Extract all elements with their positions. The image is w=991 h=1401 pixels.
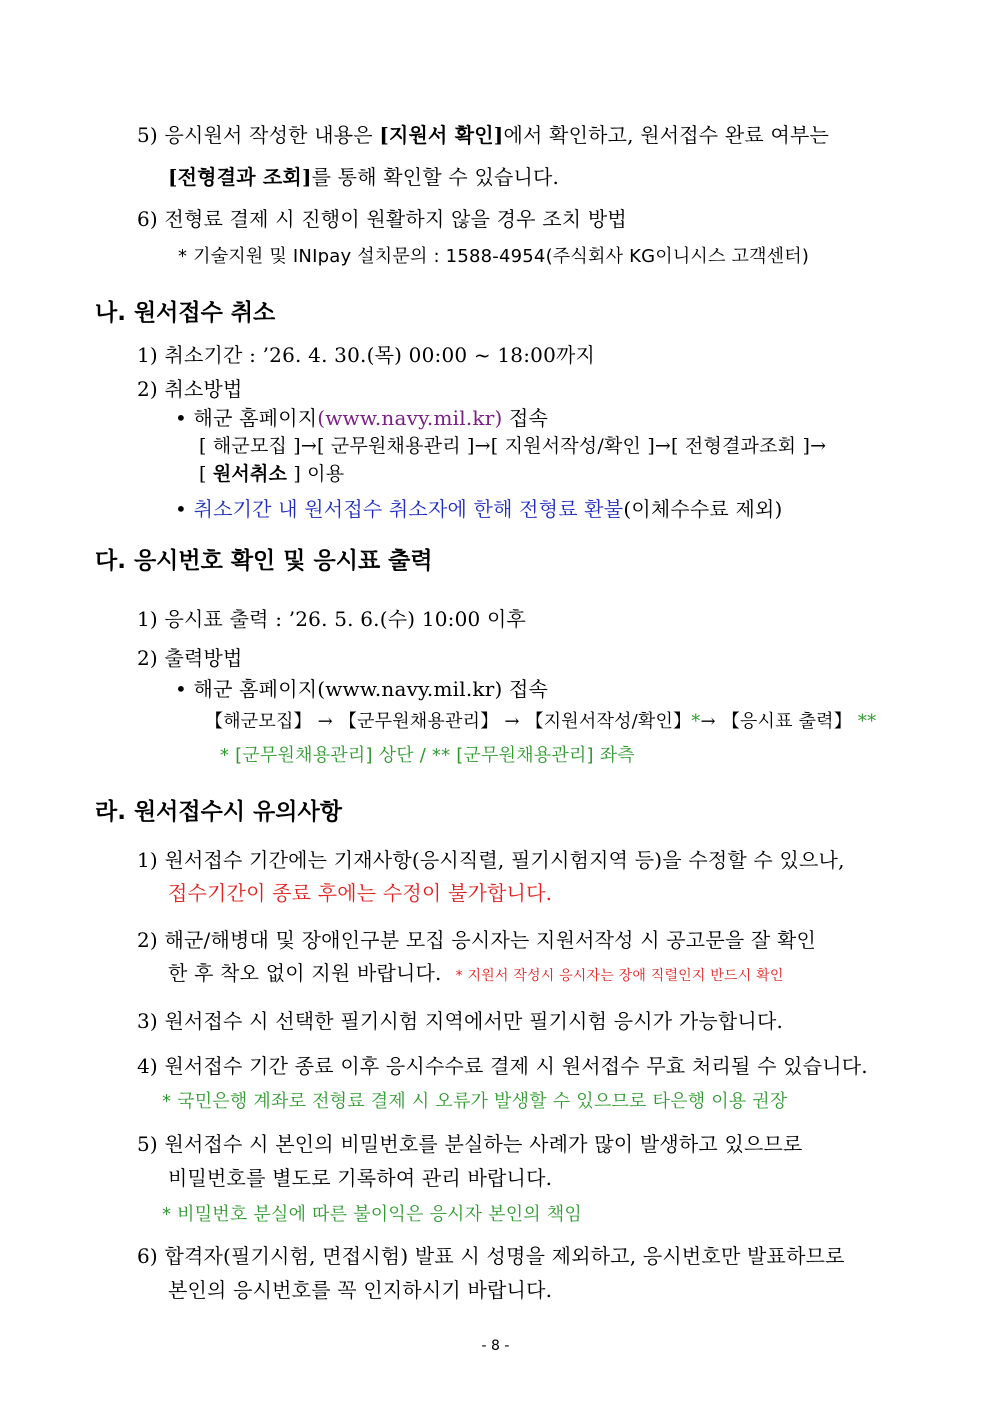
- ra-item2-note: * 지원서 작성시 응시자는 장애 직렬인지 반드시 확인: [455, 968, 784, 984]
- ga-item5-text-c: 를 통해 확인할 수 있습니다.: [311, 165, 560, 189]
- ra-item5-note: * 비밀번호 분실에 따른 불이익은 응시자 본인의 책임: [162, 1204, 582, 1225]
- section-ra-heading: 라. 원서접수시 유의사항: [95, 799, 342, 825]
- ga-item5-line1: [137, 122, 829, 148]
- ra-item6-line2: 본인의 응시번호를 꼭 인지하시기 바랍니다.: [168, 1278, 553, 1302]
- ra-item5-line1: 5) 원서접수 시 본인의 비밀번호를 분실하는 사례가 많이 발생하고 있으므로: [137, 1132, 803, 1156]
- na-bullet2: [175, 496, 783, 522]
- na-bullet1-suffix: 접속: [502, 406, 549, 430]
- ra-item4-note: * 국민은행 계좌로 전형료 결제 시 오류가 발생할 수 있으므로 타은행 이용 권장: [162, 1091, 788, 1112]
- ga-item6-note: * 기술지원 및 INIpay 설치문의 : 1588-4954(주식회사 KG이니시스 고객센터): [178, 246, 810, 267]
- ra-item1-line2: 접수기간이 종료 후에는 수정이 불가합니다.: [168, 881, 553, 905]
- da-path-note: * [군무원채용관리] 상단 / ** [군무원채용관리] 좌측: [220, 745, 635, 766]
- na-bullet2-dot: •: [175, 497, 194, 521]
- ra-item1-line1: 1) 원서접수 기간에는 기재사항(응시직렬, 필기시험지역 등)을 수정할 수 있으나,: [137, 848, 845, 872]
- na-bullet1-text: • 해군 홈페이지: [175, 406, 318, 430]
- na-path-bold: 원서취소: [212, 463, 288, 485]
- na-item2: 2) 취소방법: [137, 377, 243, 401]
- da-path-star2: **: [857, 711, 877, 732]
- da-path-main: 【해군모집】 → 【군무원채용관리】 → 【지원서작성/확인】: [205, 711, 692, 732]
- ra-item2-line2: [168, 960, 784, 989]
- ga-item6: 6) 전형료 결제 시 진행이 원활하지 않을 경우 조치 방법: [137, 207, 627, 231]
- na-bullet2-highlight: 취소기간 내 원서접수 취소자에 한해 전형료 환불: [193, 497, 624, 521]
- ga-item5-bold-b: [전형결과 조회]: [168, 165, 312, 189]
- ga-item5-text-b: 에서 확인하고, 원서접수 완료 여부는: [503, 123, 830, 147]
- na-path-line1: [ 해군모집 ]→[ 군무원채용관리 ]→[ 지원서작성/확인 ]→[ 전형결과조회 ]→: [199, 435, 827, 457]
- ga-item5-bold-a: [지원서 확인]: [379, 123, 504, 147]
- ra-item2-text: 한 후 착오 없이 지원 바랍니다.: [168, 961, 442, 985]
- page-number: - 8 -: [481, 1338, 510, 1354]
- section-da-heading: 다. 응시번호 확인 및 응시표 출력: [95, 548, 433, 574]
- na-bullet1: [175, 405, 548, 431]
- da-path-star1: *: [691, 711, 701, 732]
- ga-item5-text-a: 5) 응시원서 작성한 내용은: [137, 123, 380, 147]
- da-bullet1: • 해군 홈페이지(www.navy.mil.kr) 접속: [175, 677, 549, 701]
- na-path-suffix: ] 이용: [287, 463, 345, 485]
- da-path: [205, 709, 876, 735]
- da-item2: 2) 출력방법: [137, 646, 243, 670]
- ra-item3: 3) 원서접수 시 선택한 필기시험 지역에서만 필기시험 응시가 가능합니다.: [137, 1009, 784, 1033]
- na-path-bracket: [: [199, 463, 213, 485]
- na-bullet2-rest: (이체수수료 제외): [623, 497, 783, 521]
- ra-item2-line1: 2) 해군/해병대 및 장애인구분 모집 응시자는 지원서작성 시 공고문을 잘 확인: [137, 928, 817, 952]
- na-item1: 1) 취소기간 : ’26. 4. 30.(목) 00:00 ~ 18:00까지: [137, 343, 596, 367]
- da-item1: 1) 응시표 출력 : ’26. 5. 6.(수) 10:00 이후: [137, 607, 527, 631]
- navy-homepage-link[interactable]: (www.navy.mil.kr): [317, 406, 503, 430]
- ra-item5-line2: 비밀번호를 별도로 기록하여 관리 바랍니다.: [168, 1166, 553, 1190]
- ra-item4: 4) 원서접수 기간 종료 이후 응시수수료 결제 시 원서접수 무효 처리될 수 있습니다.: [137, 1054, 868, 1078]
- na-path-line2: [199, 461, 344, 487]
- ga-item5-line2: [168, 164, 559, 190]
- ra-item6-line1: 6) 합격자(필기시험, 면접시험) 발표 시 성명을 제외하고, 응시번호만 발표하므로: [137, 1244, 845, 1268]
- da-path-arrow: → 【응시표 출력】: [700, 711, 858, 732]
- section-na-heading: 나. 원서접수 취소: [95, 300, 276, 326]
